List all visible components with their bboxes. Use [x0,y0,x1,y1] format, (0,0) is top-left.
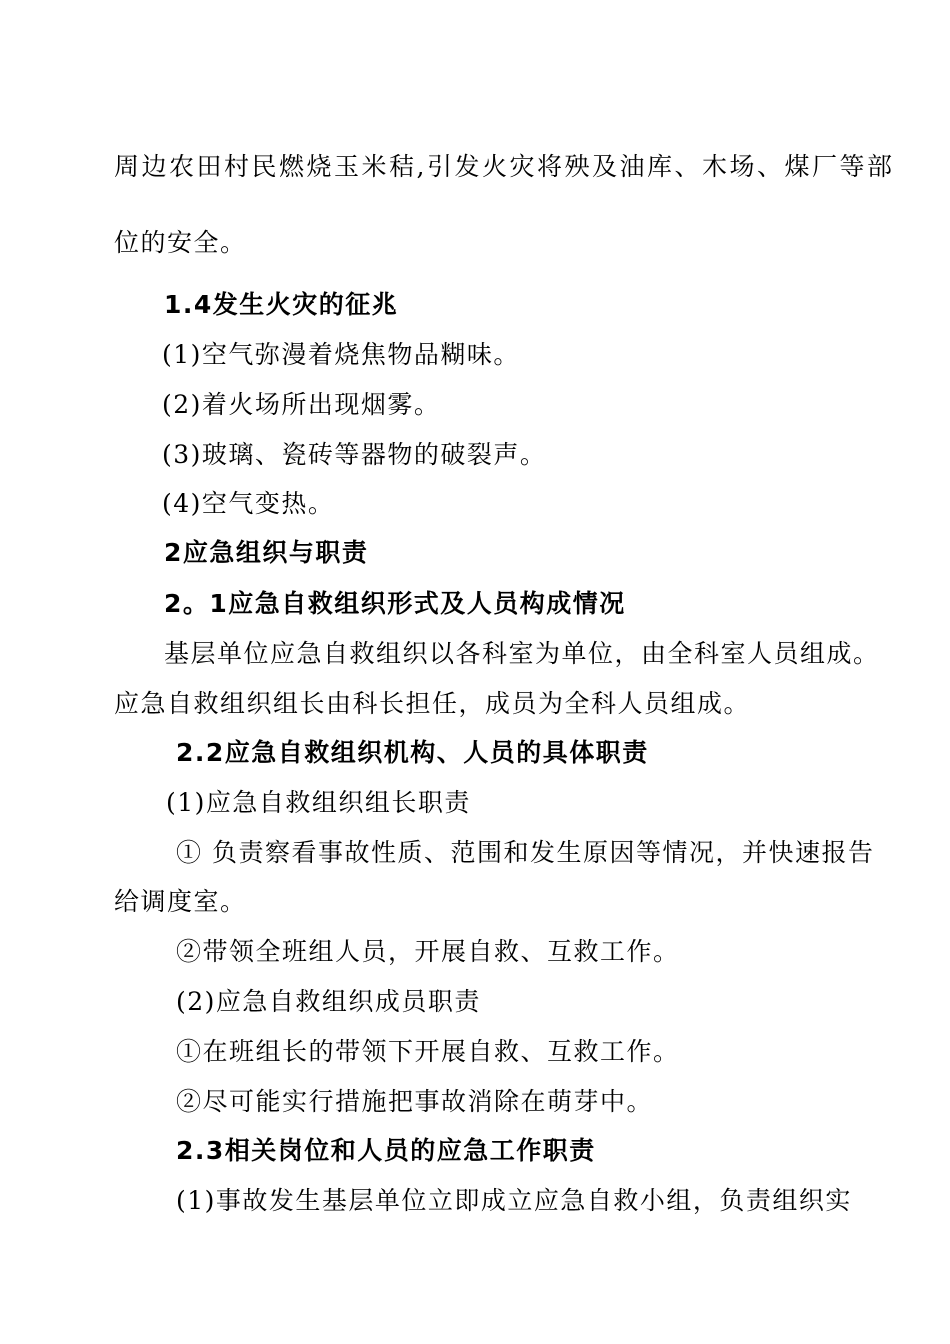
list-item: ①在班组长的带领下开展自救、互救工作。 [176,1037,680,1066]
section-heading-1-4: 1.4发生火灾的征兆 [164,290,399,319]
paragraph-line: 周边农田村民燃烧玉米秸,引发火灾将殃及油库、木场、煤厂等部 [114,152,895,181]
paragraph-line: 给调度室。 [114,887,247,916]
list-item: (1)事故发生基层单位立即成立应急自救小组，负责组织实 [176,1186,852,1215]
list-item: (2)应急自救组织成员职责 [176,987,481,1016]
list-item: (1)应急自救组织组长职责 [166,788,471,817]
section-heading-2: 2应急组织与职责 [164,538,369,567]
paragraph-line: 位的安全。 [114,228,247,257]
list-item: (3)玻璃、瓷砖等器物的破裂声。 [162,440,547,469]
list-item: (1)空气弥漫着烧焦物品糊味。 [162,340,520,369]
list-item: (2)着火场所出现烟雾。 [162,390,441,419]
paragraph-line: 基层单位应急自救组织以各科室为单位，由全科室人员组成。 [164,639,880,668]
section-heading-2-2: 2.2应急自救组织机构、人员的具体职责 [176,738,649,767]
paragraph-line: 应急自救组织组长由科长担任，成员为全科人员组成。 [114,689,751,718]
section-heading-2-3: 2.3相关岗位和人员的应急工作职责 [176,1136,596,1165]
list-item: ②尽可能实行措施把事故消除在萌芽中。 [176,1087,654,1116]
list-item: ②带领全班组人员，开展自救、互救工作。 [176,937,680,966]
list-item: (4)空气变热。 [162,489,335,518]
list-item: ① 负责察看事故性质、范围和发生原因等情况，并快速报告 [176,838,875,867]
section-heading-2-1: 2。1应急自救组织形式及人员构成情况 [164,589,626,618]
